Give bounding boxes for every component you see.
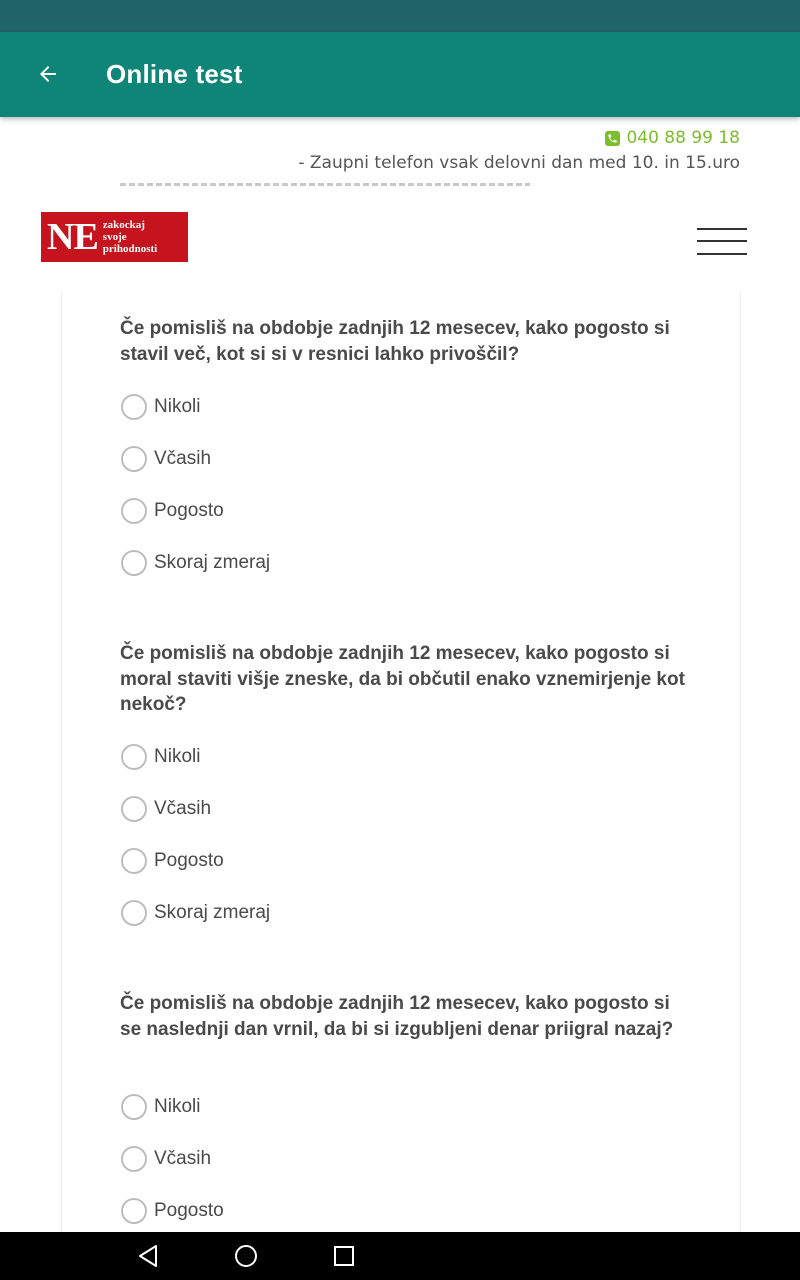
arrow-left-icon xyxy=(36,62,60,86)
helpline-hours: - Zaupni telefon vsak delovni dan med 10. in 15.uro xyxy=(298,153,740,173)
option-label: Skoraj zmeraj xyxy=(154,902,271,923)
radio-button[interactable] xyxy=(121,848,147,874)
logo-mark: NE xyxy=(47,216,98,258)
option-nikoli[interactable] xyxy=(121,1093,200,1121)
option-pogosto[interactable] xyxy=(121,847,224,875)
nav-home-button[interactable] xyxy=(232,1242,260,1270)
question-text: Če pomisliš na obdobje zadnjih 12 mesecev, kako pogosto si moral staviti višje zneske, da bi občutil enako vznemirjenje kot nekoč? xyxy=(120,643,685,715)
navigation-bar xyxy=(0,1232,800,1280)
option-pogosto[interactable] xyxy=(121,1197,224,1225)
option-label: Nikoli xyxy=(154,746,201,767)
site-logo[interactable] xyxy=(41,212,188,262)
option-label: Nikoli xyxy=(154,1096,201,1117)
radio-button[interactable] xyxy=(121,446,147,472)
nav-recents-button[interactable] xyxy=(330,1242,358,1270)
option-label: Pogosto xyxy=(154,850,224,871)
logo-tagline xyxy=(103,219,157,255)
option-nikoli[interactable] xyxy=(121,743,200,771)
question-text: Če pomisliš na obdobje zadnjih 12 mesecev, kako pogosto si stavil več, kot si si v resnici lahko privoščil? xyxy=(120,318,670,365)
radio-button[interactable] xyxy=(121,550,147,576)
radio-button[interactable] xyxy=(121,394,147,420)
square-recents-icon xyxy=(333,1245,355,1267)
question-text: Če pomisliš na obdobje zadnjih 12 mesecev, kako pogosto si se naslednji dan vrnil, da bi si izgubljeni denar priigral nazaj? xyxy=(120,993,674,1040)
contact-phone-link[interactable] xyxy=(605,128,740,148)
phone-number: 040 88 99 18 xyxy=(626,128,740,148)
option-label: Včasih xyxy=(154,1148,212,1169)
option-label: Včasih xyxy=(154,798,212,819)
option-vcasih[interactable] xyxy=(121,445,211,473)
app-bar xyxy=(0,32,800,117)
radio-button[interactable] xyxy=(121,744,147,770)
option-label: Nikoli xyxy=(154,396,201,417)
option-label: Pogosto xyxy=(154,1200,224,1221)
radio-button[interactable] xyxy=(121,796,147,822)
option-label: Skoraj zmeraj xyxy=(154,552,271,573)
option-nikoli[interactable] xyxy=(121,393,200,421)
logo-tagline-line: zakockaj xyxy=(102,219,145,231)
option-vcasih[interactable] xyxy=(121,795,211,823)
radio-button[interactable] xyxy=(121,498,147,524)
back-button[interactable] xyxy=(26,52,70,96)
option-label: Pogosto xyxy=(154,500,224,521)
nav-back-button[interactable] xyxy=(134,1242,162,1270)
phone-icon xyxy=(605,131,620,146)
radio-button[interactable] xyxy=(121,1146,147,1172)
logo-tagline-line: svoje xyxy=(102,231,127,243)
status-bar xyxy=(0,0,800,32)
option-vcasih[interactable] xyxy=(121,1145,211,1173)
option-skoraj-zmeraj[interactable] xyxy=(121,549,270,577)
logo-tagline-line: prihodnosti xyxy=(102,243,158,255)
radio-button[interactable] xyxy=(121,900,147,926)
radio-button[interactable] xyxy=(121,1094,147,1120)
hamburger-menu-icon[interactable] xyxy=(697,226,747,256)
radio-button[interactable] xyxy=(121,1198,147,1224)
triangle-back-icon xyxy=(137,1244,159,1268)
page-title: Online test xyxy=(106,59,243,89)
clipped-text-line xyxy=(120,180,530,186)
option-label: Včasih xyxy=(154,448,212,469)
option-skoraj-zmeraj[interactable] xyxy=(121,899,270,927)
option-pogosto[interactable] xyxy=(121,497,224,525)
circle-home-icon xyxy=(234,1244,258,1268)
